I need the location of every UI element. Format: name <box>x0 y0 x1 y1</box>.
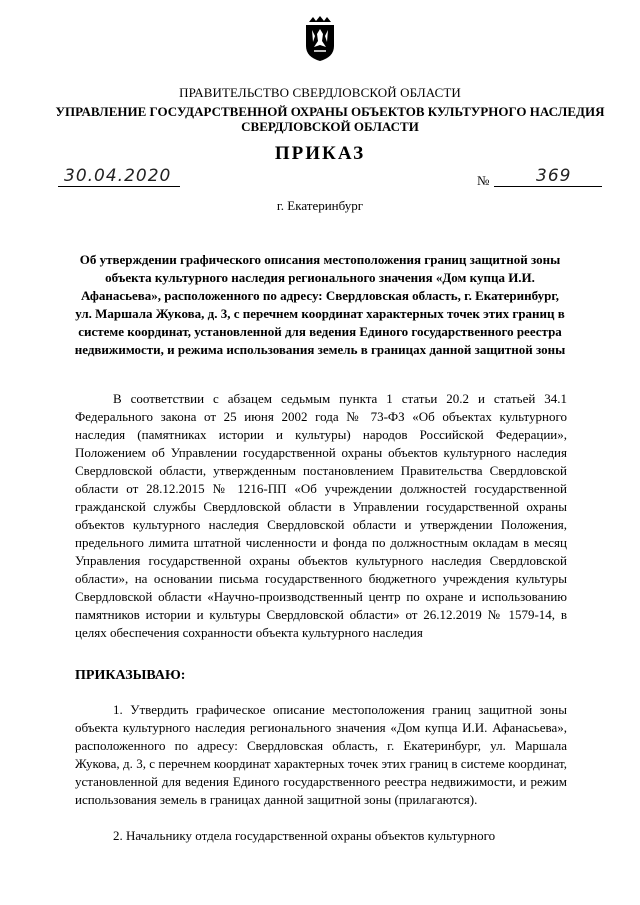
order-item-1: 1. Утвердить графическое описание местоположения границ защитной зоны объекта культурного наследия регионального значения «Дом купца И.И. Афанасьева», расположенного по адресу: Свердловская область, г. Екатеринбург, ул. Маршала Жукова, д. 3, с перечнем координат характерных точек этих границ в системе координат, установленной для ведения Единого государственного реестра недвижимости, и режим использования земель в границах данной защитной зоны (прилагаются). <box>75 702 567 807</box>
order-date: 30.04.2020 <box>64 166 172 186</box>
order-subject: Об утверждении графического описания местоположения границ защитной зоны объекта культурного наследия регионального значения «Дом купца И.И. Афанасьева», расположенного по адресу: Свердловская область, г. Екатеринбург, ул. Маршала Жукова, д. 3, с перечнем координат характерных точек этих границ в системе координат, установленной для ведения Единого государственного реестра недвижимости, и режима использования земель в границах данной защитной зоны <box>74 252 566 357</box>
order-date-field <box>58 166 180 188</box>
order-item-2: 2. Начальнику отдела государственной охраны объектов культурного <box>113 828 496 843</box>
government-name: ПРАВИТЕЛЬСТВО СВЕРДЛОВСКОЙ ОБЛАСТИ <box>179 85 461 100</box>
order-number: 369 <box>536 166 572 186</box>
number-underline <box>494 186 602 187</box>
order-number-field <box>494 166 602 188</box>
department-name: УПРАВЛЕНИЕ ГОСУДАРСТВЕННОЙ ОХРАНЫ ОБЪЕКТОВ КУЛЬТУРНОГО НАСЛЕДИЯ СВЕРДЛОВСКОЙ ОБЛАСТИ <box>55 104 605 134</box>
number-sign: № <box>477 173 490 188</box>
city-line: г. Екатеринбург <box>276 198 364 213</box>
date-underline <box>58 186 180 187</box>
preamble-paragraph: В соответствии с абзацем седьмым пункта 1 статьи 20.2 и статьей 34.1 Федерального закона от 25 июня 2002 года № 73-ФЗ «Об объектах культурного наследия (памятниках истории и культуры) народов Российской Федерации», Положением об Управлении государственной охраны объектов культурного наследия Свердловской области, утвержденным постановлением Правительства Свердловской области от 28.12.2015 № 1216-ПП «Об учреждении должностей государственной гражданской службы Свердловской области в Управлении государственной охраны объектов культурного наследия Свердловской области и утверждении Положения, предельного лимита штатной численности и фонда по должностным окладам в месяц Управления государственной охраны объектов культурного наследия Свердловской области», на основании письма государственного бюджетного учреждения культуры Свердловской области «Научно-производственный центр по охране и использованию памятников истории и культуры Свердловской области» от 26.12.2019 № 1579-14, в целях обеспечения сохранности объекта культурного наследия <box>75 391 567 640</box>
document-type-title: ПРИКАЗ <box>274 143 366 164</box>
order-word: ПРИКАЗЫВАЮ: <box>75 668 186 683</box>
sverdlovsk-coat-of-arms-icon <box>302 16 338 62</box>
